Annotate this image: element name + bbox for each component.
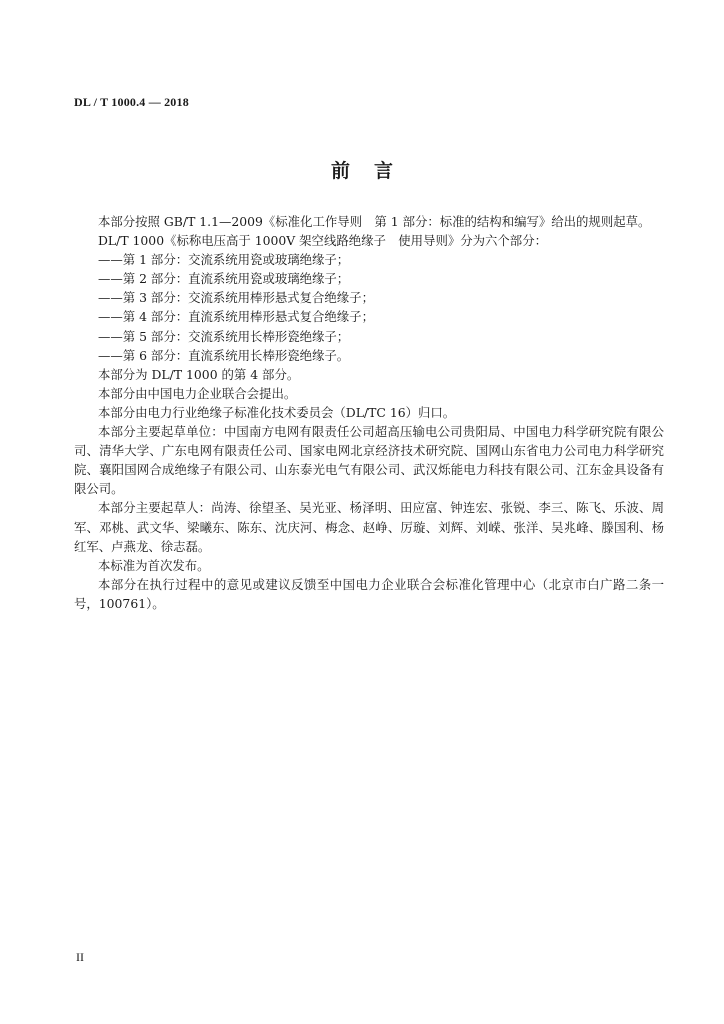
page-title: 前言 (330, 160, 417, 182)
paragraph-drafting-rules: 本部分按照 GB/T 1.1—2009《标准化工作导则 第 1 部分：标准的结构和编写》给出的规则起草。 (98, 214, 651, 229)
document-code: DL / T 1000.4 — 2018 (74, 95, 189, 109)
list-item-part-3: ——第 3 部分：交流系统用棒形悬式复合绝缘子； (98, 290, 374, 306)
paragraph-feedback: 本部分在执行过程中的意见或建议反馈至中国电力企业联合会标准化管理中心（北京市白广路二条一号，100761）。 (74, 576, 664, 611)
list-item-part-4: ——第 4 部分：直流系统用棒形悬式复合绝缘子； (98, 309, 374, 325)
paragraph-drafting-organizations: 本部分主要起草单位：中国南方电网有限责任公司超高压输电公司贵阳局、中国电力科学研究院有限公司、清华大学、广东电网有限责任公司、国家电网北京经济技术研究院、国网山东省电力公司电力科学研究院、襄阳国网合成绝缘子有限公司、山东泰光电气有限公司、武汉烁能电力科技有限公司、江东金具设备有限公司。 (74, 424, 664, 497)
list-item-part-2: ——第 2 部分：直流系统用瓷或玻璃绝缘子； (98, 271, 350, 287)
list-item-part-1: ——第 1 部分：交流系统用瓷或玻璃绝缘子； (98, 252, 350, 268)
list-item-part-6: ——第 6 部分：直流系统用长棒形瓷绝缘子。 (98, 347, 350, 363)
list-item-part-5: ——第 5 部分：交流系统用长棒形瓷绝缘子； (98, 328, 350, 344)
paragraph-first-release: 本标准为首次发布。 (98, 557, 210, 573)
paragraph-series-intro: DL/T 1000《标称电压高于 1000V 架空线路绝缘子 使用导则》分为六个部分： (98, 233, 547, 249)
paragraph-drafters: 本部分主要起草人：尚涛、徐望圣、吴光亚、杨泽明、田应富、钟连宏、张锐、李三、陈飞、乐波、周军、邓桃、武文华、梁曦东、陈东、沈庆河、梅念、赵峥、厉璇、刘辉、刘嵘、张洋、吴兆峰、滕国利、杨红军、卢燕龙、徐志磊。 (74, 500, 664, 554)
paragraph-managed-by: 本部分由电力行业绝缘子标准化技术委员会（DL/TC 16）归口。 (98, 404, 456, 420)
paragraph-proposed-by: 本部分由中国电力企业联合会提出。 (98, 385, 297, 401)
paragraph-part-number: 本部分为 DL/T 1000 的第 4 部分。 (98, 366, 300, 382)
page-number: II (76, 950, 84, 964)
foreword-body (74, 212, 664, 613)
